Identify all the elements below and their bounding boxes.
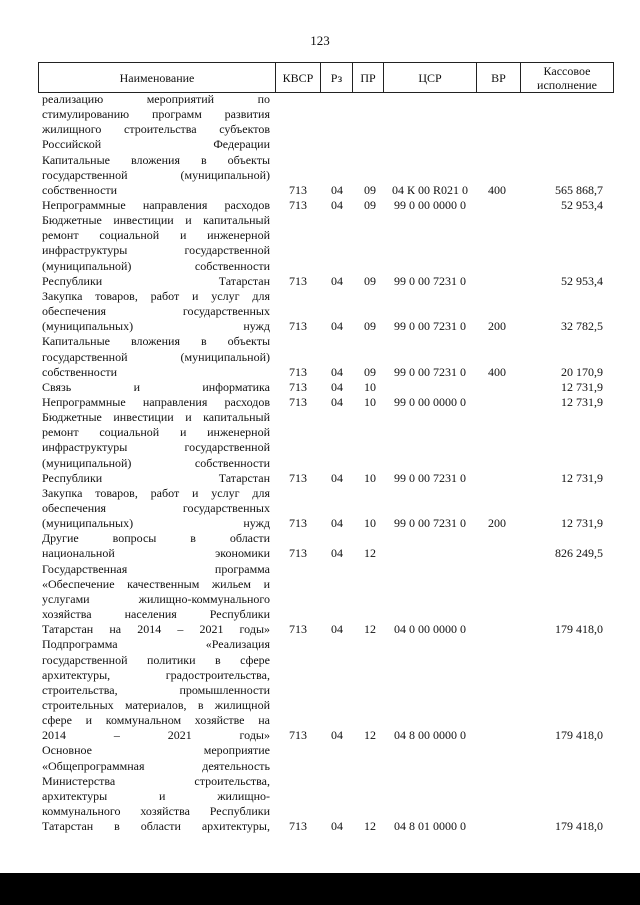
cell-rz: 04 [331, 273, 343, 288]
table-row [0, 213, 640, 289]
row-name-line: Подпрограмма «Реализация [42, 637, 270, 652]
row-name [42, 395, 270, 410]
row-name-line: (муниципальной) собственности [42, 455, 270, 470]
header-kvsr: КВСР [282, 70, 314, 85]
cell-kvsr: 713 [289, 395, 307, 409]
cell-sum: 32 782,5 [561, 319, 603, 334]
row-name-line: Татарстан на 2014 – 2021 годы» [42, 622, 270, 637]
cell-sum: 52 953,4 [561, 198, 603, 213]
cell-vr: 400 [488, 182, 506, 197]
row-name-line: жилищного строительства субъектов [42, 122, 270, 137]
cell-sum: 179 418,0 [555, 622, 603, 637]
row-name-line: Капитальные вложения в объекты [42, 334, 270, 349]
cell-kvsr: 713 [289, 819, 307, 834]
row-name-line: Связь и информатика [42, 379, 270, 394]
cell-rz: 04 [331, 379, 343, 394]
row-name [42, 213, 270, 289]
cell-pr: 10 [364, 516, 376, 531]
cell-vr: 200 [488, 319, 506, 334]
cell-sum: 12 731,9 [561, 516, 603, 531]
row-name-line: Российской Федерации [42, 137, 270, 152]
scan-border [0, 873, 640, 905]
row-name-line: Республики Татарстан [42, 273, 270, 288]
cell-csr: 99 0 00 7231 0 [394, 516, 466, 531]
row-name-line: Непрограммные направления расходов [42, 198, 270, 213]
row-name-line: строительных материалов, в жилищной [42, 697, 270, 712]
cell-pr: 12 [364, 819, 376, 834]
row-name-line: реализацию мероприятий по [42, 92, 270, 106]
cell-sum: 565 868,7 [555, 182, 603, 197]
cell-kvsr: 713 [289, 728, 307, 743]
table-row [0, 289, 640, 334]
cell-csr: 99 0 00 7231 0 [394, 273, 466, 288]
cell-kvsr: 713 [289, 273, 307, 288]
row-name [42, 153, 270, 198]
cell-sum: 179 418,0 [555, 819, 603, 834]
cell-sum: 20 170,9 [561, 364, 603, 379]
header-pr: ПР [360, 70, 376, 85]
cell-rz: 04 [331, 470, 343, 485]
row-name [42, 486, 270, 531]
row-name [42, 743, 270, 834]
row-name-line: Закупка товаров, работ и услуг для [42, 288, 270, 303]
row-name-line: обеспечения государственных [42, 304, 270, 319]
cell-pr: 12 [364, 546, 376, 561]
cell-pr: 09 [364, 273, 376, 288]
cell-csr: 04 К 00 R021 0 [391, 182, 468, 197]
cell-pr: 10 [364, 395, 376, 409]
row-name-line: Бюджетные инвестиции и капитальный [42, 213, 270, 228]
row-name-line: Республики Татарстан [42, 470, 270, 485]
cell-kvsr: 713 [289, 379, 307, 394]
cell-csr: 04 8 00 0000 0 [394, 728, 466, 743]
cell-pr: 12 [364, 728, 376, 743]
table-row [0, 92, 640, 153]
header-sum-line2: исполнение [537, 77, 597, 92]
row-name-line: Государственная программа [42, 561, 270, 576]
header-csr: ЦСР [418, 70, 442, 85]
cell-rz: 04 [331, 728, 343, 743]
row-name-line: (муниципальных) нужд [42, 516, 270, 531]
row-name [42, 410, 270, 486]
row-name-line: Бюджетные инвестиции и капитальный [42, 410, 270, 425]
row-name-line: инфраструктуры государственной [42, 440, 270, 455]
row-name [42, 637, 270, 743]
row-name-line: Татарстан в области архитектуры, [42, 819, 270, 834]
table-row [0, 334, 640, 379]
cell-rz: 04 [331, 819, 343, 834]
table-header [38, 62, 614, 93]
row-name-line: инфраструктуры государственной [42, 243, 270, 258]
header-sum [521, 63, 613, 92]
table-row [0, 637, 640, 743]
cell-sum: 179 418,0 [555, 728, 603, 743]
cell-vr: 400 [488, 364, 506, 379]
row-name-line: ремонт социальной и инженерной [42, 228, 270, 243]
row-name-line: Непрограммные направления расходов [42, 395, 270, 409]
cell-csr: 99 0 00 7231 0 [394, 470, 466, 485]
table-row [0, 486, 640, 531]
cell-csr: 99 0 00 0000 0 [394, 395, 466, 409]
table-row [0, 410, 640, 486]
row-name-line: Закупка товаров, работ и услуг для [42, 485, 270, 500]
page-number: 123 [310, 33, 330, 48]
row-name [42, 289, 270, 334]
row-name-line: архитектуры, градостроительства, [42, 667, 270, 682]
cell-kvsr: 713 [289, 546, 307, 561]
row-name-line: сфере и коммунальном хозяйстве на [42, 713, 270, 728]
row-name-line: государственной политики в сфере [42, 652, 270, 667]
row-name-line: (муниципальной) собственности [42, 258, 270, 273]
cell-rz: 04 [331, 364, 343, 379]
row-name-line: Основное мероприятие [42, 743, 270, 758]
cell-csr: 04 8 01 0000 0 [394, 819, 466, 834]
cell-sum: 12 731,9 [561, 379, 603, 394]
row-name-line: услугами жилищно-коммунального [42, 591, 270, 606]
row-name-line: «Общепрограммная деятельность [42, 758, 270, 773]
cell-sum: 12 731,9 [561, 395, 603, 409]
cell-kvsr: 713 [289, 364, 307, 379]
row-name-line: национальной экономики [42, 546, 270, 561]
cell-sum: 12 731,9 [561, 470, 603, 485]
header-sum-line1: Кассовое [543, 63, 591, 78]
cell-rz: 04 [331, 319, 343, 334]
row-name-line: хозяйства населения Республики [42, 607, 270, 622]
header-vr: ВР [491, 70, 506, 85]
cell-kvsr: 713 [289, 182, 307, 197]
table-row [0, 743, 640, 834]
header-rz: Рз [330, 70, 343, 85]
table-row [0, 395, 640, 410]
cell-csr: 04 0 00 0000 0 [394, 622, 466, 637]
row-name-line: Другие вопросы в области [42, 531, 270, 546]
row-name [42, 198, 270, 213]
row-name-line: стимулированию программ развития [42, 107, 270, 122]
row-name-line: государственной (муниципальной) [42, 349, 270, 364]
cell-kvsr: 713 [289, 622, 307, 637]
cell-pr: 09 [364, 182, 376, 197]
cell-csr: 99 0 00 7231 0 [394, 364, 466, 379]
header-name: Наименование [119, 70, 195, 85]
table-row [0, 562, 640, 638]
row-name-line: государственной (муниципальной) [42, 167, 270, 182]
cell-rz: 04 [331, 395, 343, 409]
table-row [0, 198, 640, 213]
row-name-line: «Обеспечение качественным жильем и [42, 576, 270, 591]
row-name [42, 334, 270, 379]
cell-rz: 04 [331, 622, 343, 637]
cell-kvsr: 713 [289, 319, 307, 334]
row-name-line: собственности [42, 364, 118, 379]
cell-pr: 10 [364, 379, 376, 394]
row-name [42, 562, 270, 638]
cell-kvsr: 713 [289, 516, 307, 531]
row-name [42, 531, 270, 561]
cell-csr: 99 0 00 0000 0 [394, 198, 466, 213]
row-name-line: 2014 – 2021 годы» [42, 728, 270, 743]
cell-pr: 12 [364, 622, 376, 637]
row-name-line: коммунального хозяйства Республики [42, 804, 270, 818]
cell-pr: 10 [364, 470, 376, 485]
row-name-line: ремонт социальной и инженерной [42, 425, 270, 440]
cell-csr: 99 0 00 7231 0 [394, 319, 466, 334]
table-row [0, 153, 640, 198]
cell-sum: 826 249,5 [555, 546, 603, 561]
table-row [0, 531, 640, 561]
cell-pr: 09 [364, 198, 376, 213]
cell-rz: 04 [331, 182, 343, 197]
cell-pr: 09 [364, 364, 376, 379]
row-name-line: строительства, промышленности [42, 682, 270, 697]
row-name-line: Капитальные вложения в объекты [42, 152, 270, 167]
cell-sum: 52 953,4 [561, 273, 603, 288]
cell-rz: 04 [331, 198, 343, 213]
cell-pr: 09 [364, 319, 376, 334]
row-name-line: Министерства строительства, [42, 773, 270, 788]
row-name-line: обеспечения государственных [42, 501, 270, 516]
cell-rz: 04 [331, 546, 343, 561]
row-name-line: (муниципальных) нужд [42, 319, 270, 334]
cell-kvsr: 713 [289, 198, 307, 213]
row-name [42, 380, 270, 395]
row-name-line: архитектуры и жилищно- [42, 788, 270, 803]
cell-rz: 04 [331, 516, 343, 531]
cell-kvsr: 713 [289, 470, 307, 485]
cell-vr: 200 [488, 516, 506, 531]
row-name-line: собственности [42, 182, 118, 197]
row-name [42, 92, 270, 153]
table-row [0, 380, 640, 395]
